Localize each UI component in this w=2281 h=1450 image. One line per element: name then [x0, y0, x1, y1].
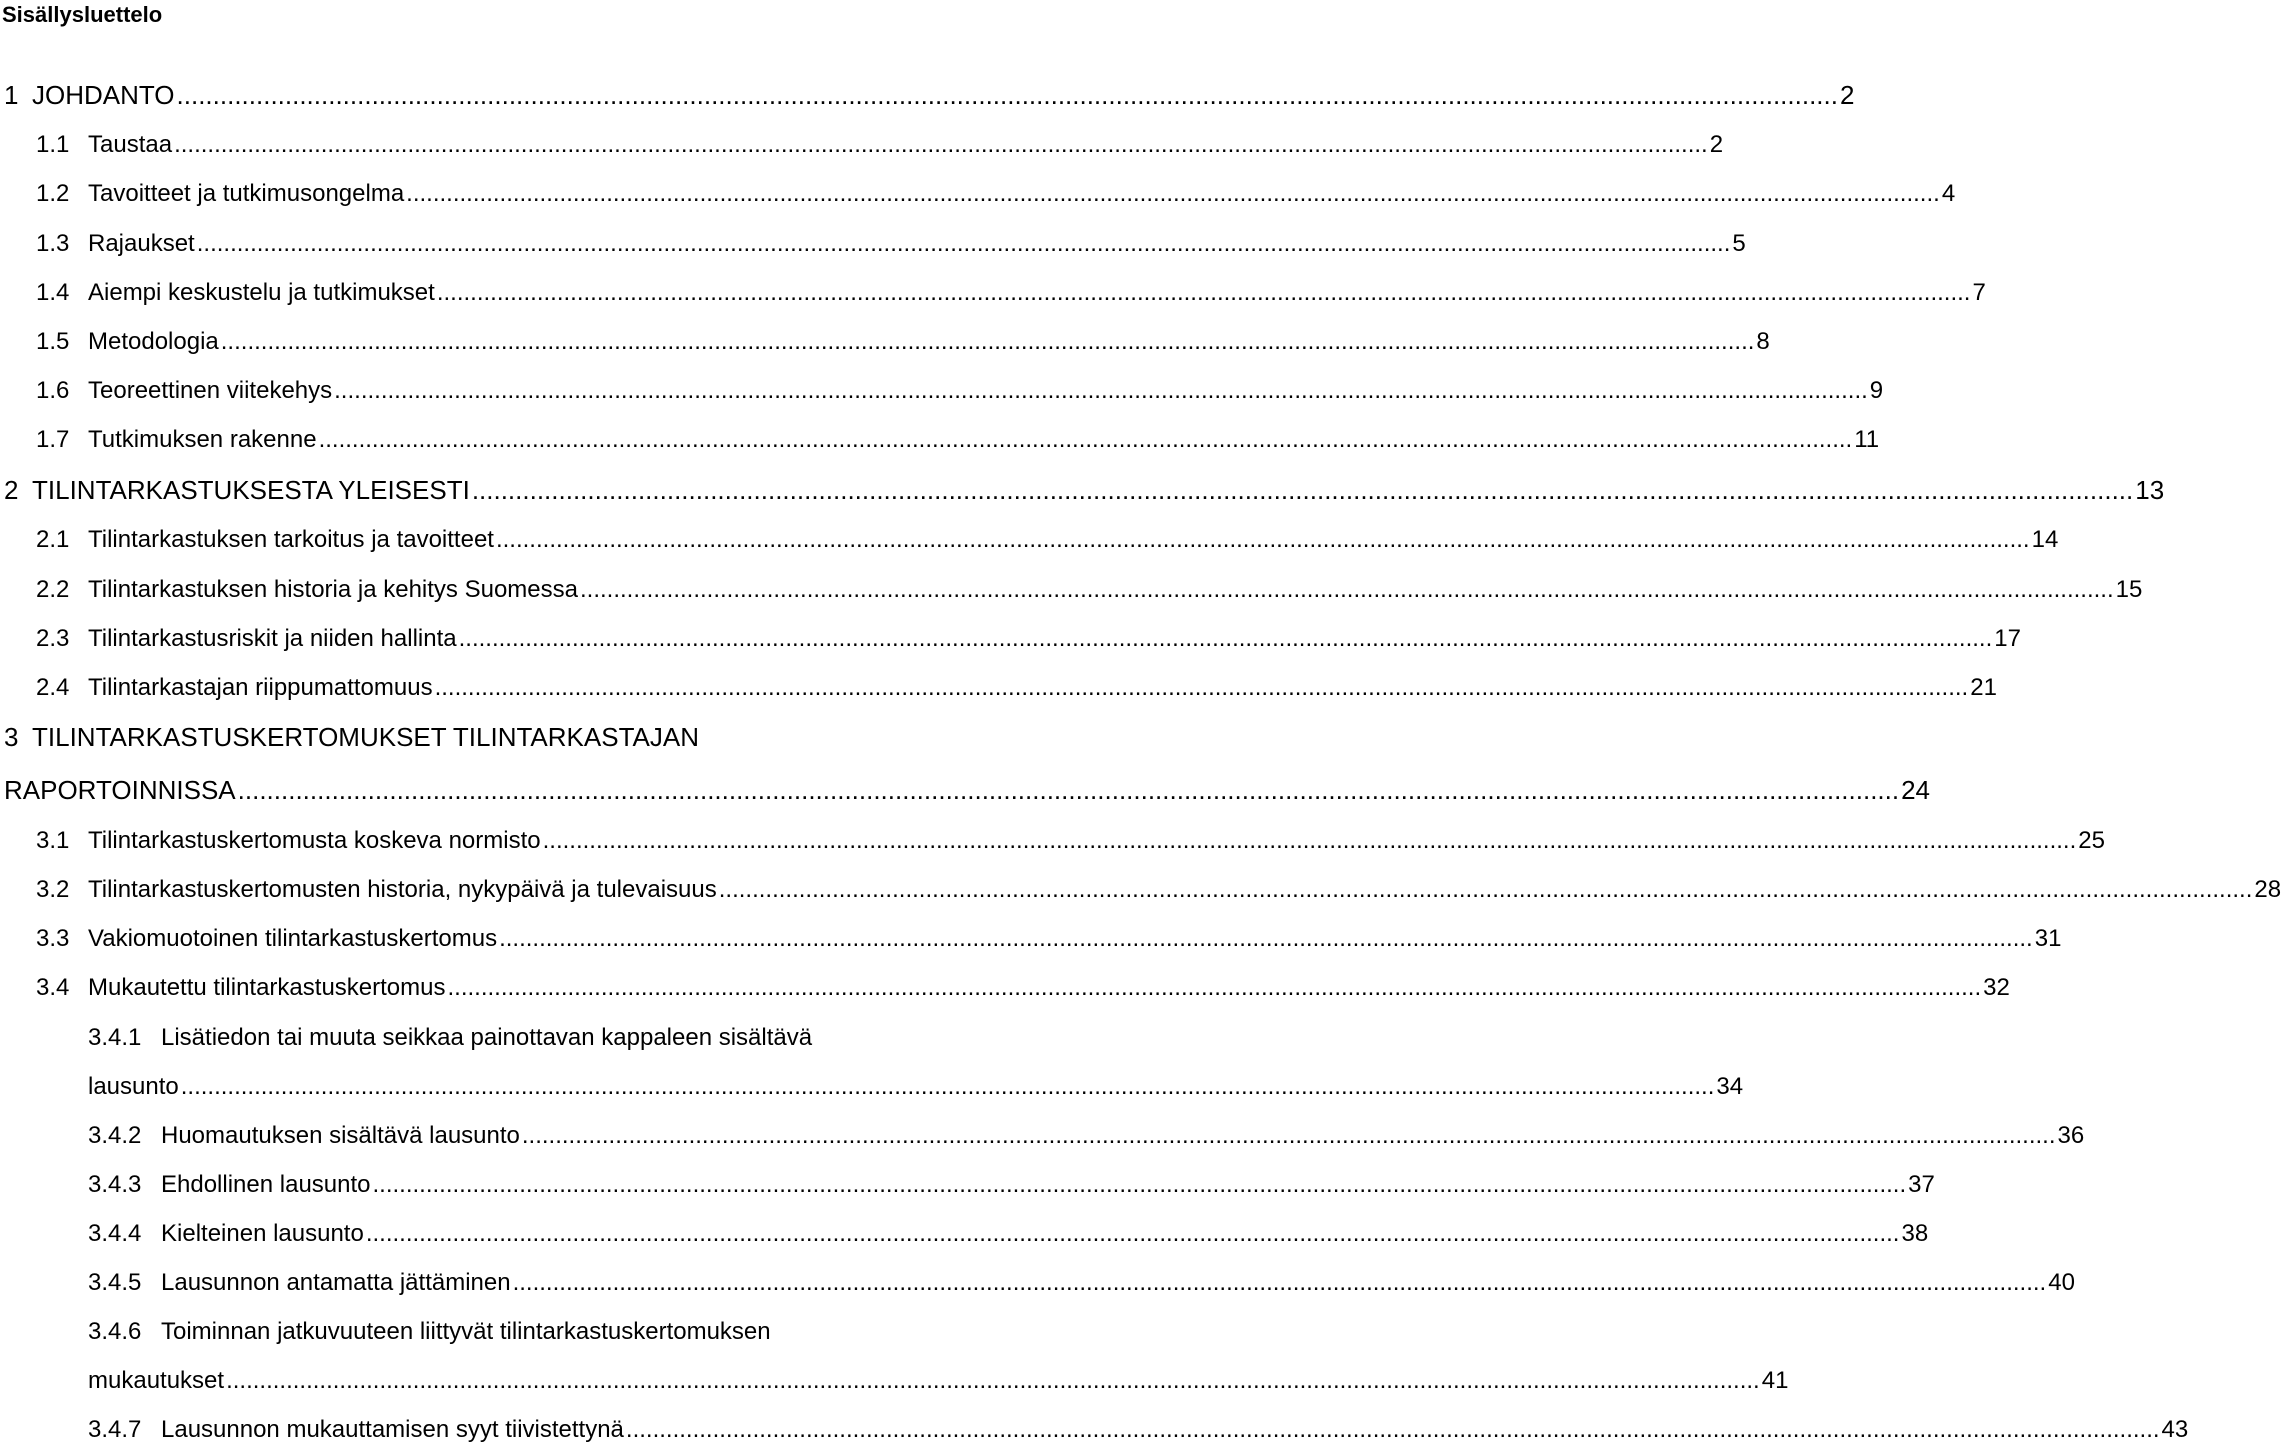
toc-title: Aiempi keskustelu ja tutkimukset: [88, 279, 435, 306]
toc-number: 2.3: [36, 625, 70, 652]
toc-number: 3.1: [36, 827, 70, 854]
toc-page-number: 9: [1869, 377, 1884, 404]
toc-entry-3-4-7[interactable]: [88, 1416, 2189, 1450]
toc-title: Toiminnan jatkuvuuteen liittyvät tilintarkastuskertomuksen: [161, 1318, 771, 1345]
toc-entry-2-4[interactable]: [36, 674, 1997, 708]
toc-page-number: 40: [2048, 1269, 2075, 1296]
toc-page-number: 13: [2135, 475, 2165, 505]
toc-title-continued: mukautukset: [88, 1367, 225, 1394]
toc-page-number: 37: [1908, 1171, 1935, 1198]
toc-entry-2-1[interactable]: [36, 526, 2059, 560]
toc-entry-3-4-1[interactable]: [88, 1073, 1744, 1107]
toc-title: Rajaukset: [88, 230, 195, 257]
toc-title: Ehdollinen lausunto: [161, 1171, 371, 1198]
dot-leader: ......................................................................................................................................................................................................................................: [334, 377, 1868, 404]
toc-number: 3.4.1: [88, 1024, 142, 1051]
toc-page-number: 38: [1901, 1220, 1929, 1247]
toc-page-number: 43: [2161, 1416, 2189, 1443]
toc-title: Lausunnon antamatta jättäminen: [161, 1269, 511, 1296]
toc-page-number: 25: [2078, 827, 2105, 854]
dot-leader: ......................................................................................................................................................................................................................................: [447, 974, 1982, 1001]
dot-leader: ......................................................................................................................................................................................................................................: [542, 827, 2077, 854]
toc-entry-1-7[interactable]: [36, 426, 1880, 460]
toc-number: 3.2: [36, 876, 70, 903]
toc-entry-3-4-1-line1[interactable]: [88, 1024, 812, 1058]
toc-entry-3-4[interactable]: [36, 974, 2010, 1008]
toc-page-number: 14: [2031, 526, 2059, 553]
toc-entry-2-2[interactable]: [36, 576, 2143, 610]
toc-number: 2: [4, 475, 19, 505]
toc-title: Tutkimuksen rakenne: [88, 426, 317, 453]
toc-number: 3.4.6: [88, 1318, 142, 1345]
dot-leader: ......................................................................................................................................................................................................................................: [174, 131, 1708, 158]
toc-title: Tilintarkastuskertomusten historia, nykypäivä ja tulevaisuus: [88, 876, 717, 903]
toc-page-number: 11: [1854, 426, 1880, 453]
toc-page-number: 36: [2057, 1122, 2085, 1149]
toc-page-number: 31: [2034, 925, 2062, 952]
toc-entry-3-4-6-line1[interactable]: [88, 1318, 771, 1352]
toc-entry-3-line1[interactable]: [4, 722, 699, 756]
dot-leader: ......................................................................................................................................................................................................................................: [579, 576, 2114, 603]
toc-title: Lisätiedon tai muuta seikkaa painottavan kappaleen sisältävä: [161, 1024, 813, 1051]
toc-title: Teoreettinen viitekehys: [88, 377, 333, 404]
toc-entry-1[interactable]: [4, 80, 1855, 114]
toc-number: 3.4.5: [88, 1269, 142, 1296]
toc-number: 3.4: [36, 974, 70, 1001]
dot-leader: ......................................................................................................................................................................................................................................: [372, 1171, 1907, 1198]
dot-leader: ......................................................................................................................................................................................................................................: [365, 1220, 1900, 1247]
toc-entry-1-2[interactable]: [36, 180, 1956, 214]
toc-title: Tavoitteet ja tutkimusongelma: [88, 180, 405, 207]
dot-leader: ......................................................................................................................................................................................................................................: [718, 876, 2253, 903]
dot-leader: ......................................................................................................................................................................................................................................: [180, 1073, 1715, 1100]
toc-number: 3.4.7: [88, 1416, 142, 1443]
toc-number: 3.4.3: [88, 1171, 142, 1198]
toc-number: 1.1: [36, 131, 70, 158]
toc-title: Tilintarkastuskertomusta koskeva normisto: [88, 827, 541, 854]
toc-number: 1.7: [36, 426, 70, 453]
toc-page-number: 4: [1941, 180, 1956, 207]
toc-title-continued: RAPORTOINNISSA: [4, 775, 236, 805]
dot-leader: ......................................................................................................................................................................................................................................: [176, 80, 1838, 110]
toc-number: 3.3: [36, 925, 70, 952]
page-title: Sisällysluettelo: [2, 2, 163, 27]
toc-number: 1.5: [36, 328, 70, 355]
toc-page-number: 41: [1761, 1367, 1789, 1394]
toc-entry-1-1[interactable]: [36, 131, 1724, 165]
toc-entry-3-4-4[interactable]: [88, 1220, 1929, 1254]
toc-entry-3[interactable]: [4, 775, 1931, 809]
dot-leader: ......................................................................................................................................................................................................................................: [512, 1269, 2047, 1296]
toc-entry-1-6[interactable]: [36, 377, 1884, 411]
dot-leader: ......................................................................................................................................................................................................................................: [226, 1367, 1760, 1394]
dot-leader: ......................................................................................................................................................................................................................................: [406, 180, 1940, 207]
toc-title: Lausunnon mukauttamisen syyt tiivistettynä: [161, 1416, 624, 1443]
toc-title: TILINTARKASTUSKERTOMUKSET TILINTARKASTAJAN: [32, 722, 699, 752]
toc-entry-3-4-6[interactable]: [88, 1367, 1789, 1401]
toc-title: Mukautettu tilintarkastuskertomus: [88, 974, 446, 1001]
toc-entry-3-1[interactable]: [36, 827, 2105, 861]
toc-number: 2.4: [36, 674, 70, 701]
toc-page-number: 34: [1716, 1073, 1744, 1100]
toc-entry-1-4[interactable]: [36, 279, 1986, 313]
dot-leader: ......................................................................................................................................................................................................................................: [220, 328, 1755, 355]
toc-page-number: 32: [1983, 974, 2010, 1001]
dot-leader: ......................................................................................................................................................................................................................................: [196, 230, 1731, 257]
toc-page-number: 17: [1994, 625, 2021, 652]
toc-title: Tilintarkastajan riippumattomuus: [88, 674, 433, 701]
toc-entry-2[interactable]: [4, 475, 2165, 509]
toc-title: Vakiomuotoinen tilintarkastuskertomus: [88, 925, 498, 952]
toc-entry-3-4-2[interactable]: [88, 1122, 2085, 1156]
toc-number: 2.1: [36, 526, 70, 553]
dot-leader: ......................................................................................................................................................................................................................................: [434, 674, 1969, 701]
toc-title: Kielteinen lausunto: [161, 1220, 364, 1247]
toc-number: 1.2: [36, 180, 70, 207]
toc-title: Tilintarkastusriskit ja niiden hallinta: [88, 625, 457, 652]
toc-page-number: 7: [1972, 279, 1986, 306]
toc-page-number: 5: [1732, 230, 1746, 257]
toc-number: 3: [4, 722, 19, 752]
dot-leader: ......................................................................................................................................................................................................................................: [237, 775, 1900, 805]
toc-page-number: 2: [1709, 131, 1724, 158]
toc-title: Tilintarkastuksen historia ja kehitys Suomessa: [88, 576, 578, 603]
toc-page-number: 21: [1970, 674, 1997, 701]
dot-leader: ......................................................................................................................................................................................................................................: [495, 526, 2030, 553]
toc-title: TILINTARKASTUKSESTA YLEISESTI: [32, 475, 470, 505]
toc-page-number: 15: [2115, 576, 2143, 603]
toc-number: 1.3: [36, 230, 70, 257]
toc-title: Taustaa: [88, 131, 173, 158]
toc-page-number: 8: [1756, 328, 1770, 355]
toc-number: 2.2: [36, 576, 70, 603]
toc-number: 1.6: [36, 377, 70, 404]
toc-number: 1.4: [36, 279, 70, 306]
toc-number: 3.4.2: [88, 1122, 142, 1149]
toc-number: 3.4.4: [88, 1220, 142, 1247]
toc-entry-3-2[interactable]: [36, 876, 2281, 910]
toc-entry-3-4-3[interactable]: [88, 1171, 1935, 1205]
toc-page-number: 28: [2254, 876, 2281, 903]
dot-leader: ......................................................................................................................................................................................................................................: [521, 1122, 2056, 1149]
toc-title: JOHDANTO: [32, 80, 175, 110]
toc-entry-3-3[interactable]: [36, 925, 2062, 959]
toc-number: 1: [4, 80, 19, 110]
toc-title: Tilintarkastuksen tarkoitus ja tavoitteet: [88, 526, 494, 553]
toc-title-continued: lausunto: [88, 1073, 179, 1100]
dot-leader: ......................................................................................................................................................................................................................................: [471, 475, 2134, 505]
toc-entry-1-5[interactable]: [36, 328, 1770, 362]
toc-page-number: 2: [1839, 80, 1855, 110]
dot-leader: ......................................................................................................................................................................................................................................: [499, 925, 2033, 952]
toc-entry-2-3[interactable]: [36, 625, 2021, 659]
toc-page-number: 24: [1901, 775, 1931, 805]
toc-title: Huomautuksen sisältävä lausunto: [161, 1122, 520, 1149]
dot-leader: ......................................................................................................................................................................................................................................: [625, 1416, 2160, 1443]
toc-entry-1-3[interactable]: [36, 230, 1746, 264]
toc-entry-3-4-5[interactable]: [88, 1269, 2075, 1303]
toc-title: Metodologia: [88, 328, 219, 355]
dot-leader: ......................................................................................................................................................................................................................................: [436, 279, 1971, 306]
dot-leader: ......................................................................................................................................................................................................................................: [458, 625, 1993, 652]
dot-leader: ......................................................................................................................................................................................................................................: [318, 426, 1853, 453]
